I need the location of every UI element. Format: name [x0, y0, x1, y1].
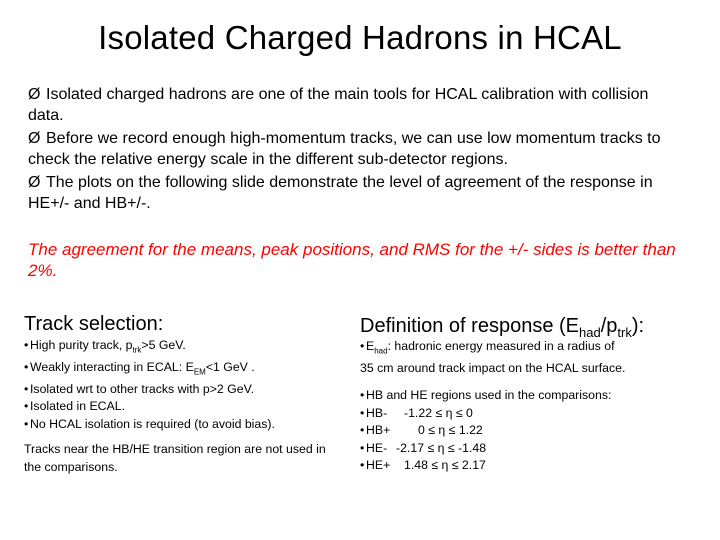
bullet-dot: •: [360, 388, 365, 402]
bullet-dot: •: [24, 381, 29, 396]
list-item: • HB and HE regions used in the comparisons:: [360, 387, 700, 405]
arrow-bullet-icon: Ø: [28, 86, 41, 103]
bullet-dot: •: [360, 440, 365, 455]
response-definition: • $E_{had}$: hadronic energy measured in a radius of 35 cm around track impact on the HCAL surface.: [360, 339, 626, 375]
bullet-dot: •: [24, 338, 29, 352]
bullet-1: [28, 84, 688, 126]
list-item: • Isolated wrt to other tracks with p>2 GeV.: [24, 381, 344, 399]
bullet-2: [28, 128, 688, 170]
track-selection-list: [24, 337, 344, 433]
bullet-dot: •: [24, 399, 29, 414]
bullet-dot: •: [360, 458, 365, 472]
region-row: • HB+ 0 ≤ η ≤ 1.22: [360, 422, 700, 440]
bullet-dot: •: [360, 423, 365, 437]
region-row: • HE- -2.17 ≤ η ≤ -1.48: [360, 440, 700, 458]
bullet-dot: •: [24, 359, 29, 374]
intro-bullets: [28, 84, 688, 216]
bullet-1-text: Isolated charged hadrons are one of the main tools for HCAL calibration with collision data.: [28, 86, 649, 124]
track-selection-heading: Track selection:: [24, 313, 164, 335]
list-item: • No HCAL isolation is required (to avoid bias).: [24, 416, 344, 434]
bullet-3-text: The plots on the following slide demonstrate the level of agreement of the response in HE+/- and HB+/-.: [28, 174, 653, 212]
agreement-note: The agreement for the means, peak positions, and RMS for the +/- sides is better than 2%.: [28, 240, 676, 280]
response-heading: Definition of response $(E_{had}/p_{trk})$:: [360, 315, 645, 340]
slide-title: Isolated Charged Hadrons in HCAL: [98, 19, 622, 56]
region-row: • HE+ 1.48 ≤ η ≤ 2.17: [360, 457, 700, 475]
list-item: • Weakly interacting in ECAL: $E_{EM}<1$ GeV .: [24, 359, 255, 377]
arrow-bullet-icon: Ø: [28, 130, 41, 147]
transition-footnote: Tracks near the HB/HE transition region are not used in the comparisons.: [24, 442, 326, 474]
bullet-3: [28, 172, 688, 214]
bullet-dot: •: [360, 339, 365, 353]
bullet-dot: •: [360, 405, 365, 420]
arrow-bullet-icon: Ø: [28, 174, 41, 191]
bullet-2-text: Before we record enough high-momentum tracks, we can use low momentum tracks to check the relative energy scale in the different sub-detector regions.: [28, 130, 661, 168]
bullet-dot: •: [24, 416, 29, 431]
region-row: • HB- -1.22 ≤ η ≤ 0: [360, 405, 700, 423]
regions-list: [360, 387, 700, 475]
list-item: • Isolated in ECAL.: [24, 398, 344, 416]
list-item: • High purity track, $p_{trk}>5$ GeV.: [24, 338, 186, 355]
